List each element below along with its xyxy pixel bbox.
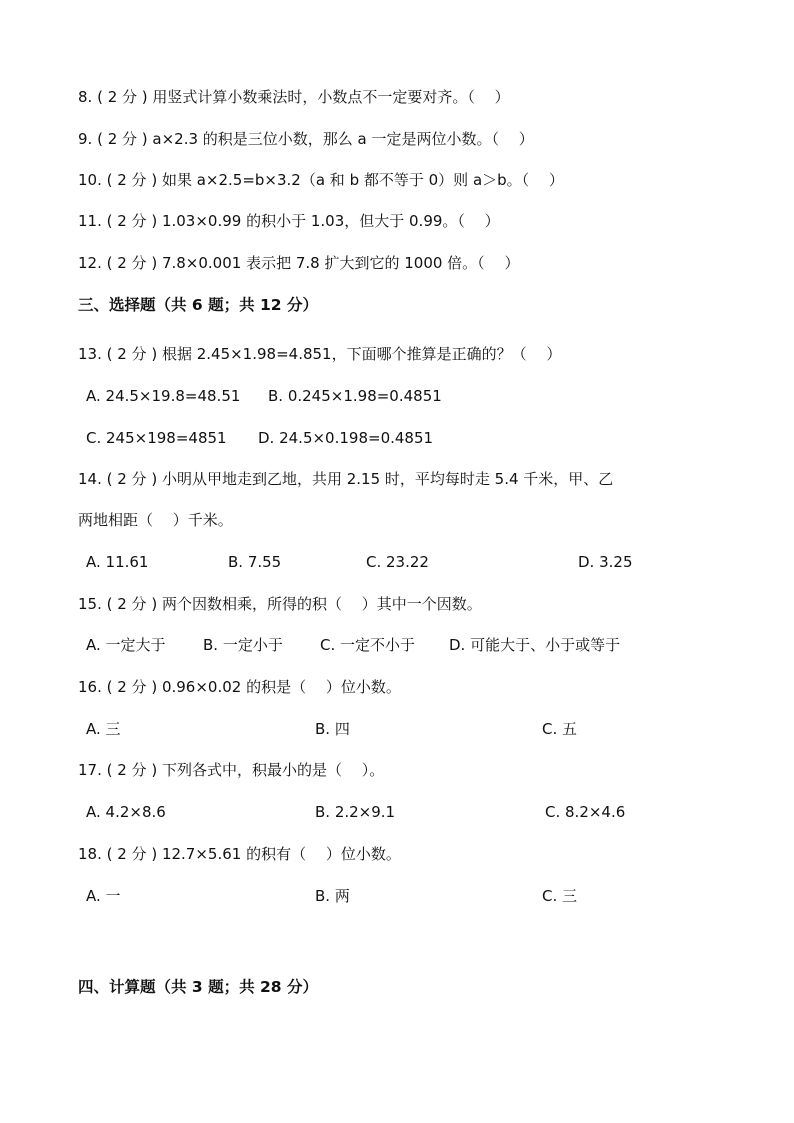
option-14-a: A. 11.61 (86, 553, 149, 571)
option-18-b: B. 两 (315, 887, 350, 905)
section-heading-calc: 四、计算题（共 3 题；共 28 分） (78, 978, 318, 996)
option-16-a: A. 三 (86, 720, 121, 738)
option-18-c: C. 三 (542, 887, 578, 905)
option-16-b: B. 四 (315, 720, 350, 738)
option-15-c: C. 一定不小于 (320, 636, 416, 654)
option-14-b: B. 7.55 (228, 553, 282, 571)
option-17-c: C. 8.2×4.6 (545, 803, 626, 821)
question-13: 13. ( 2 分 ) 根据 2.45×1.98=4.851，下面哪个推算是正确的？（ ） (78, 345, 562, 363)
question-14-cont: 两地相距（ ）千米。 (78, 511, 233, 529)
question-8: 8. ( 2 分 ) 用竖式计算小数乘法时，小数点不一定要对齐。（ ） (78, 88, 510, 106)
question-12: 12. ( 2 分 ) 7.8×0.001 表示把 7.8 扩大到它的 1000 倍。（ ） (78, 254, 520, 272)
option-18-a: A. 一 (86, 887, 121, 905)
question-17: 17. ( 2 分 ) 下列各式中，积最小的是（ ）。 (78, 761, 385, 779)
option-14-c: C. 23.22 (366, 553, 429, 571)
question-11: 11. ( 2 分 ) 1.03×0.99 的积小于 1.03，但大于 0.99。（ ） (78, 212, 500, 230)
option-13-a: A. 24.5×19.8=48.51 (86, 387, 241, 405)
section-heading-choice: 三、选择题（共 6 题；共 12 分） (78, 296, 318, 314)
option-17-b: B. 2.2×9.1 (315, 803, 396, 821)
option-17-a: A. 4.2×8.6 (86, 803, 166, 821)
question-14: 14. ( 2 分 ) 小明从甲地走到乙地，共用 2.15 时，平均每时走 5.4 千米，甲、乙 (78, 470, 614, 488)
question-9: 9. ( 2 分 ) a×2.3 的积是三位小数，那么 a 一定是两位小数。（ ） (78, 130, 534, 148)
option-16-c: C. 五 (542, 720, 578, 738)
question-16: 16. ( 2 分 ) 0.96×0.02 的积是（ ）位小数。 (78, 678, 401, 696)
option-13-c: C. 245×198=4851 (86, 429, 227, 447)
option-13-d: D. 24.5×0.198=0.4851 (258, 429, 434, 447)
option-15-a: A. 一定大于 (86, 636, 166, 654)
question-10: 10. ( 2 分 ) 如果 a×2.5=b×3.2（a 和 b 都不等于 0）则 a＞b。（ ） (78, 171, 564, 189)
option-15-d: D. 可能大于、小于或等于 (449, 636, 621, 654)
option-13-b: B. 0.245×1.98=0.4851 (268, 387, 442, 405)
question-15: 15. ( 2 分 ) 两个因数相乘，所得的积（ ）其中一个因数。 (78, 595, 482, 613)
option-15-b: B. 一定小于 (203, 636, 283, 654)
option-14-d: D. 3.25 (578, 553, 633, 571)
question-18: 18. ( 2 分 ) 12.7×5.61 的积有（ ）位小数。 (78, 845, 401, 863)
